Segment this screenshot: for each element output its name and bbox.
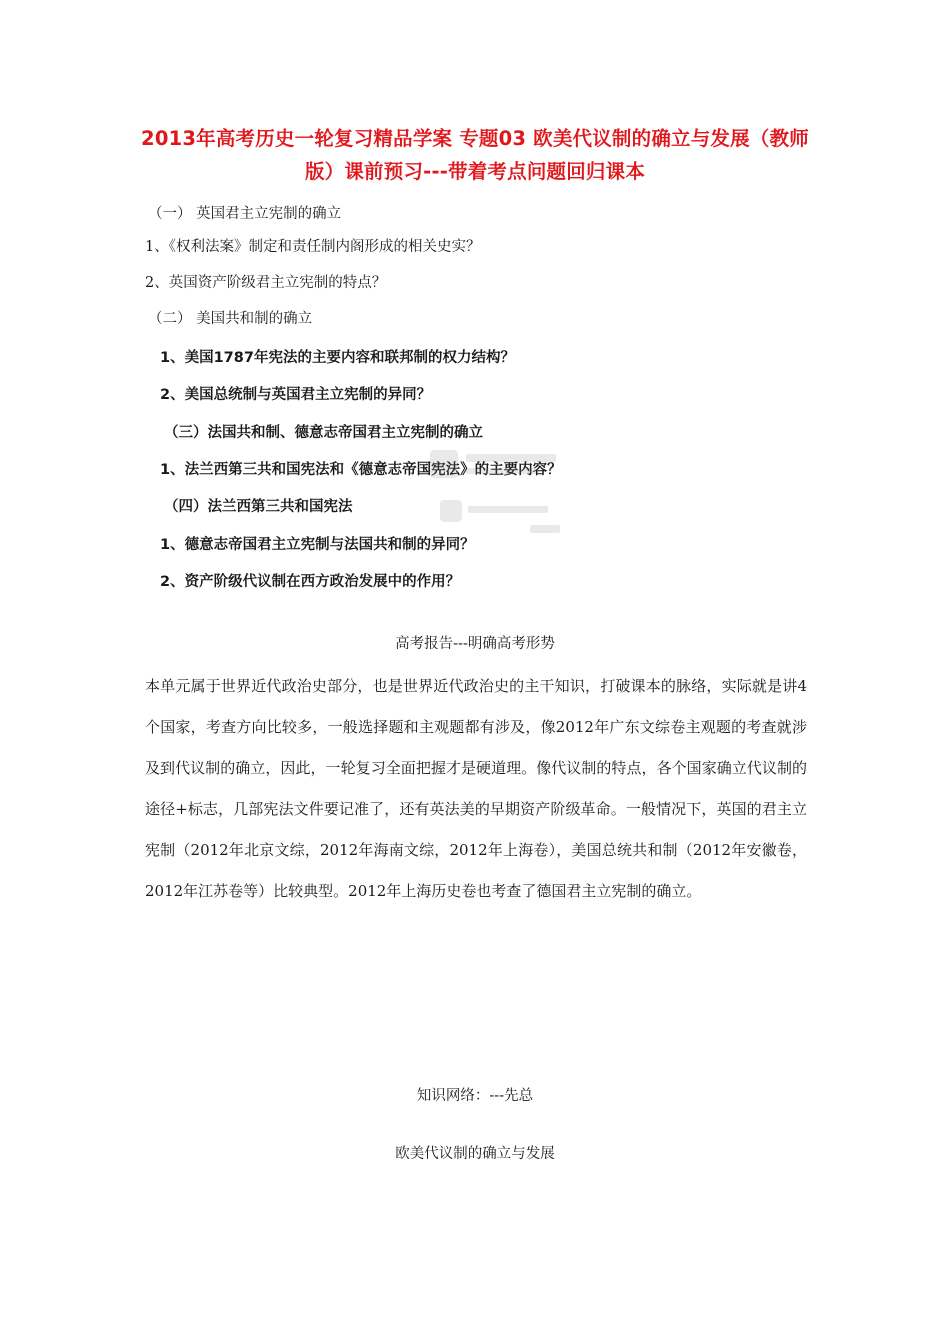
section-3-heading: （三）法国共和制、德意志帝国君主立宪制的确立	[164, 425, 483, 441]
network-heading: 知识网络：---先总	[416, 1088, 534, 1104]
section-3-question-1: 1、法兰西第三共和国宪法和《德意志帝国宪法》的主要内容？	[160, 462, 562, 478]
watermark-logo-graphic	[410, 420, 580, 560]
section-2-heading: （二） 美国共和制的确立	[148, 311, 313, 327]
document-title: 2013年高考历史一轮复习精品学案 专题03 欧美代议制的确立与发展（教师版）课前预习---带着考点问题回归课本	[141, 127, 809, 183]
report-paragraph: 本单元属于世界近代政治史部分，也是世界近代政治史的主干知识，打破课本的脉络，实际就是讲4个国家，考查方向比较多，一般选择题和主观题都有涉及，像2012年广东文综卷主观题的考查就涉及到代议制的确立，因此，一轮复习全面把握才是硬道理。像代议制的特点，各个国家确立代议制的途径+标志，几部宪法文件要记准了，还有英法美的早期资产阶级革命。一般情况下，英国的君主立宪制（2012年北京文综，2012年海南文综，2012年上海卷），美国总统共和制（2012年安徽卷，2012年江苏卷等）比较典型。2012年上海历史卷也考查了德国君主立宪制的确立。	[145, 677, 807, 900]
section-4-question-2: 2、资产阶级代议制在西方政治发展中的作用？	[160, 574, 461, 590]
section-1-question-1: 1、《权利法案》制定和责任制内阁形成的相关史实？	[145, 239, 481, 255]
section-1-question-2: 2、英国资产阶级君主立宪制的特点？	[145, 275, 387, 291]
section-2-question-2: 2、美国总统制与英国君主立宪制的异同？	[160, 387, 432, 403]
section-4-question-1: 1、德意志帝国君主立宪制与法国共和制的异同？	[160, 537, 475, 553]
section-4-heading: （四）法兰西第三共和国宪法	[164, 499, 353, 515]
report-heading: 高考报告---明确高考形势	[395, 636, 555, 652]
section-2-question-1: 1、美国1787年宪法的主要内容和联邦制的权力结构？	[160, 350, 515, 366]
network-subheading: 欧美代议制的确立与发展	[395, 1146, 555, 1162]
section-1-heading: （一） 英国君主立宪制的确立	[148, 206, 342, 222]
